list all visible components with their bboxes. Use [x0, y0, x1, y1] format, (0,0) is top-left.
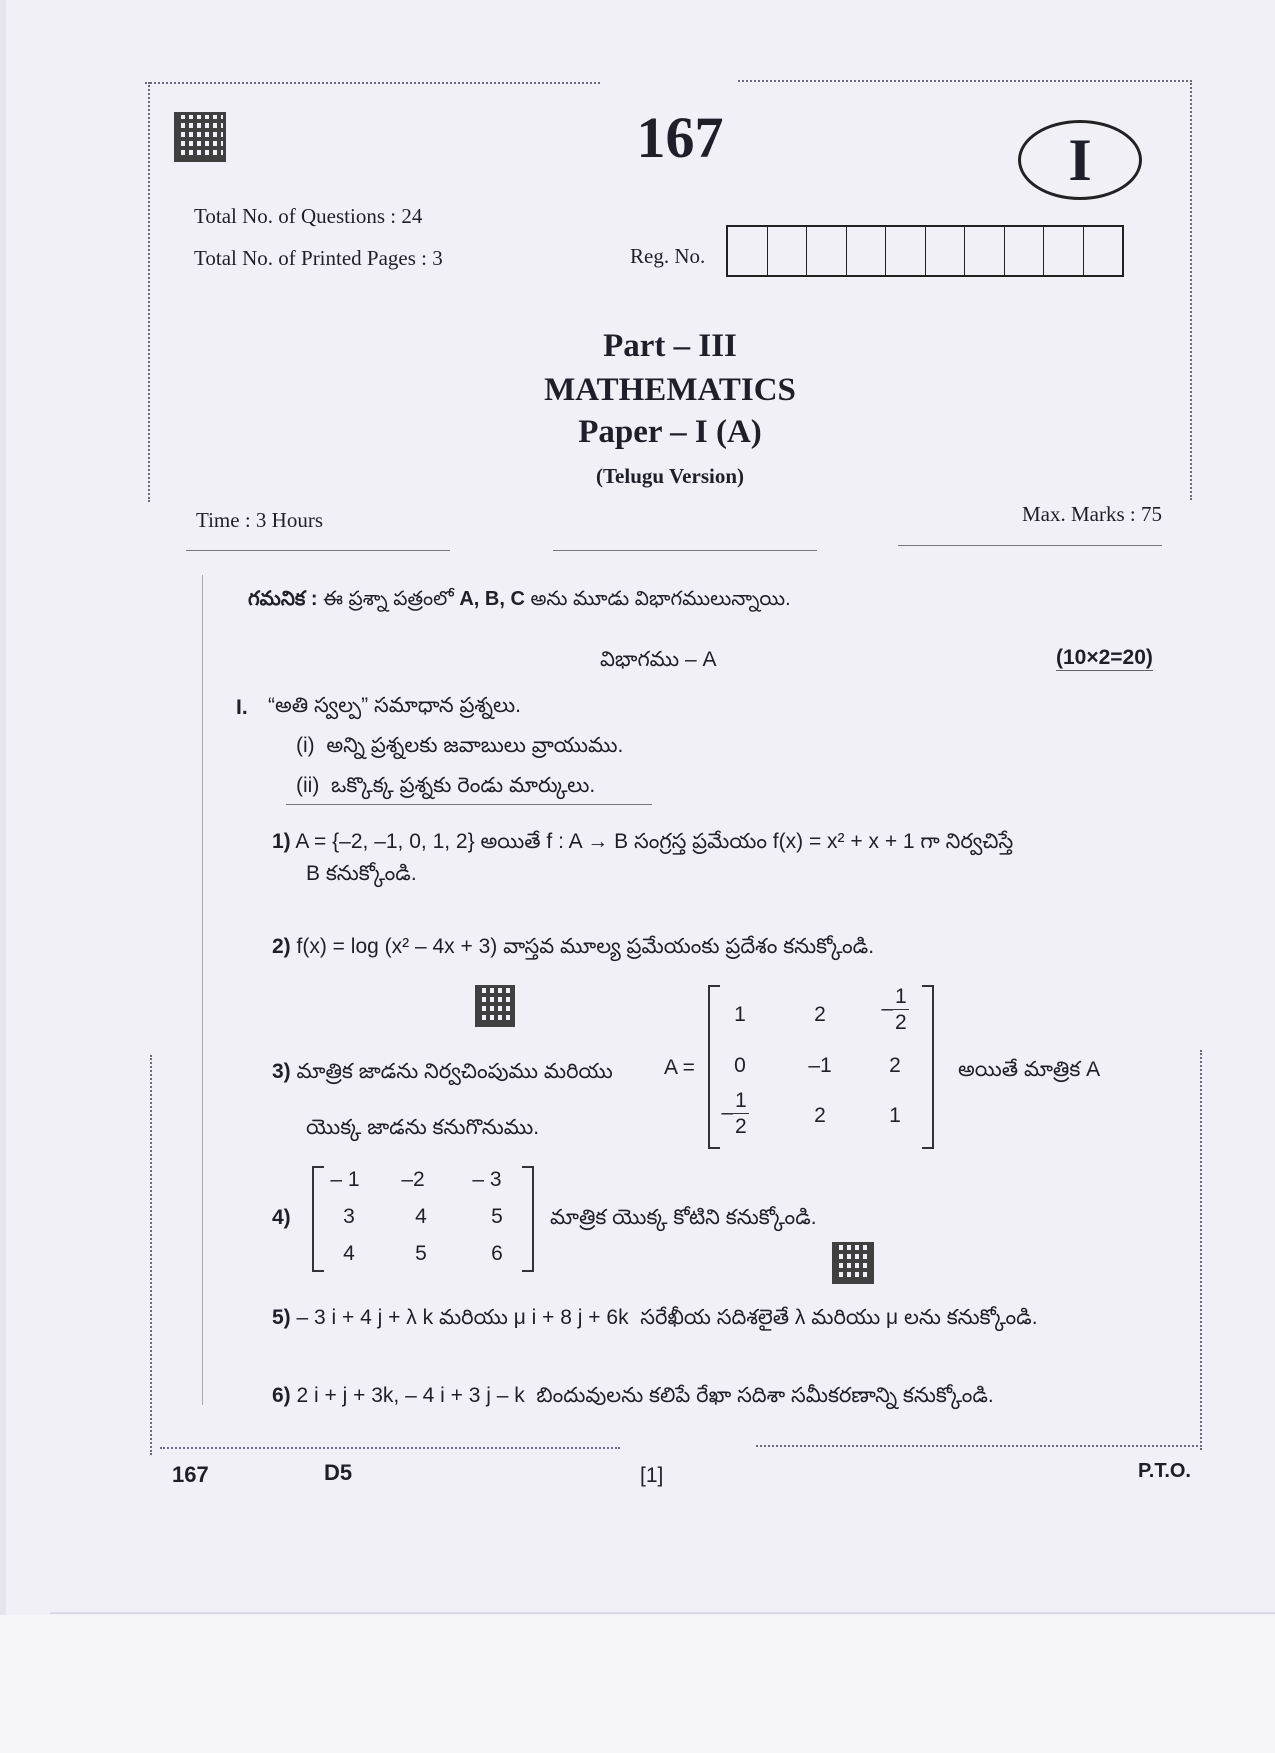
frame-left-lower — [150, 1055, 152, 1455]
question-number: 1) — [272, 830, 291, 853]
frame-right-lower — [1200, 1050, 1202, 1450]
matrix-cell: – 1 — [330, 1168, 360, 1191]
vector-1: – 3 i + 4 j + λ k — [296, 1306, 434, 1329]
question-number: 2) — [272, 935, 291, 958]
matrix-cell: 5 — [415, 1242, 427, 1265]
divider-right — [898, 545, 1162, 546]
question-2 — [272, 935, 874, 964]
reg-no-label: Reg. No. — [630, 244, 706, 268]
question-number: 3) — [272, 1060, 291, 1083]
note-line — [248, 588, 791, 615]
question-3-line-2: యొక్క జాడను కనుగొనుము. — [306, 1116, 540, 1139]
frame-right-upper — [1190, 80, 1192, 500]
question-4-text: మాత్రిక యొక్క కోటిని కనుక్కోండి. — [550, 1206, 817, 1229]
scan-fold-line — [50, 1612, 1275, 1614]
note-label: గమనిక : — [248, 588, 318, 610]
reg-no-box[interactable] — [1044, 227, 1084, 275]
frame-bottom-left — [160, 1447, 620, 1449]
instruction-underline — [286, 804, 652, 805]
frame-top-left — [145, 82, 600, 84]
qr-code-icon — [832, 1242, 874, 1284]
reg-no-box[interactable] — [728, 227, 768, 275]
matrix-cell: 4 — [415, 1205, 427, 1228]
matrix-cell: 6 — [491, 1242, 503, 1265]
footer-code: 167 — [172, 1462, 209, 1487]
matrix-cell: 1 — [889, 1104, 901, 1127]
matrix-cell: 1 — [734, 1003, 746, 1026]
question-number: 5) — [272, 1306, 291, 1329]
reg-no-box[interactable] — [847, 227, 887, 275]
page-number: [1] — [640, 1464, 664, 1487]
instruction-heading: “అతి స్వల్ప” సమాధాన ప్రశ్నలు. — [268, 694, 521, 717]
question-3 — [272, 1060, 613, 1089]
paper-title: Paper – I (A) — [578, 414, 762, 450]
instruction-item — [296, 774, 595, 803]
question-number: 6) — [272, 1384, 291, 1407]
reg-no-box[interactable] — [965, 227, 1005, 275]
frame-bottom-right — [756, 1445, 1202, 1447]
total-questions: Total No. of Questions : 24 — [194, 204, 423, 228]
footer-series: D5 — [324, 1460, 353, 1485]
qr-code-icon — [475, 985, 515, 1027]
matrix-cell: 2 — [814, 1104, 826, 1127]
version-title: (Telugu Version) — [595, 464, 744, 488]
instruction-item-number: (i) — [296, 734, 315, 757]
instruction-item-text: ఒక్కొక్క ప్రశ్నకు రెండు మార్కులు. — [331, 774, 596, 797]
matrix-cell-fraction: – $\frac{1}{2}$ — [881, 985, 907, 1034]
instruction-item — [296, 734, 623, 763]
question-number: 4) — [272, 1206, 291, 1229]
frame-top-right — [738, 80, 1188, 82]
question-text: f(x) = log (x² – 4x + 3) వాస్తవ మూల్య ప్రమేయంకు ప్రదేశం కనుక్కోండి. — [296, 935, 875, 958]
note-text-after: అను మూడు విభాగములున్నాయి. — [530, 588, 791, 610]
conjunction: మరియు — [438, 1306, 508, 1329]
question-text: సరేఖీయ సదిశలైతే λ మరియు μ లను కనుక్కోండి. — [640, 1306, 1038, 1329]
set-marker-badge — [1018, 120, 1142, 200]
matrix-cell: –2 — [401, 1168, 425, 1191]
question-5 — [272, 1306, 1038, 1335]
total-pages: Total No. of Printed Pages : 3 — [194, 246, 443, 270]
reg-no-field[interactable] — [726, 225, 1124, 277]
reg-no-box[interactable] — [1084, 227, 1123, 275]
frame-left-upper — [148, 82, 150, 502]
question-1 — [272, 830, 1013, 859]
section-marks: (10×2=20) — [1056, 646, 1153, 669]
matrix-cell: 0 — [734, 1054, 746, 1077]
matrix-cell: 3 — [343, 1205, 355, 1228]
matrix-cell-fraction: – $\frac{1}{2}$ — [721, 1089, 747, 1138]
reg-no-box[interactable] — [926, 227, 966, 275]
question-text: బిందువులను కలిపే రేఖా సదిశా సమీకరణాన్ని కనుక్కోండి. — [536, 1384, 994, 1407]
section-title: విభాగము – A — [600, 648, 717, 671]
part-title: Part – III — [603, 328, 737, 364]
qr-code-icon — [174, 112, 226, 162]
question-3-suffix: అయితే మాత్రిక A — [958, 1058, 1101, 1081]
question-6 — [272, 1384, 994, 1413]
reg-no-box[interactable] — [768, 227, 808, 275]
pto-label: P.T.O. — [1138, 1460, 1191, 1482]
instruction-item-text: అన్ని ప్రశ్నలకు జవాబులు వ్రాయుము. — [326, 734, 624, 757]
divider-mid — [553, 550, 817, 551]
scan-bottom-margin — [0, 1615, 1275, 1753]
matrix-cell: 2 — [814, 1003, 826, 1026]
time-allowed: Time : 3 Hours — [196, 508, 323, 532]
reg-no-box[interactable] — [807, 227, 847, 275]
note-text-before: ఈ ప్రశ్నా పత్రంలో — [323, 588, 454, 610]
question-1-line-2: B కనుక్కోండి. — [306, 862, 417, 885]
reg-no-box[interactable] — [886, 227, 926, 275]
vector-2: μ i + 8 j + 6k — [513, 1306, 629, 1329]
question-text: A = {–2, –1, 0, 1, 2} అయితే f : A → B సంగ్రస్త ప్రమేయం f(x) = x² + x + 1 గా నిర్వచిస్తే — [295, 830, 1014, 853]
matrix-cell: 4 — [343, 1242, 355, 1265]
instruction-item-number: (ii) — [296, 774, 320, 797]
matrix-cell: 2 — [889, 1054, 901, 1077]
note-sections: A, B, C — [459, 588, 525, 610]
max-marks: Max. Marks : 75 — [1022, 502, 1162, 526]
paper-code: 167 — [636, 105, 724, 170]
reg-no-box[interactable] — [1005, 227, 1045, 275]
matrix-cell: – 3 — [472, 1168, 502, 1191]
instruction-number: I. — [236, 696, 248, 719]
subject-title: MATHEMATICS — [544, 372, 796, 408]
matrix-cell: –1 — [808, 1054, 832, 1077]
set-marker-label: I — [1068, 126, 1092, 193]
question-text: మాత్రిక జాడను నిర్వచింపుము మరియు — [296, 1060, 613, 1083]
scan-edge-left — [0, 0, 6, 1753]
matrix-label: A = — [664, 1056, 695, 1079]
matrix-cell: 5 — [491, 1205, 503, 1228]
divider-left — [186, 550, 450, 551]
vector-points: 2 i + j + 3k, – 4 i + 3 j – k — [296, 1384, 525, 1407]
margin-line — [202, 575, 203, 1405]
